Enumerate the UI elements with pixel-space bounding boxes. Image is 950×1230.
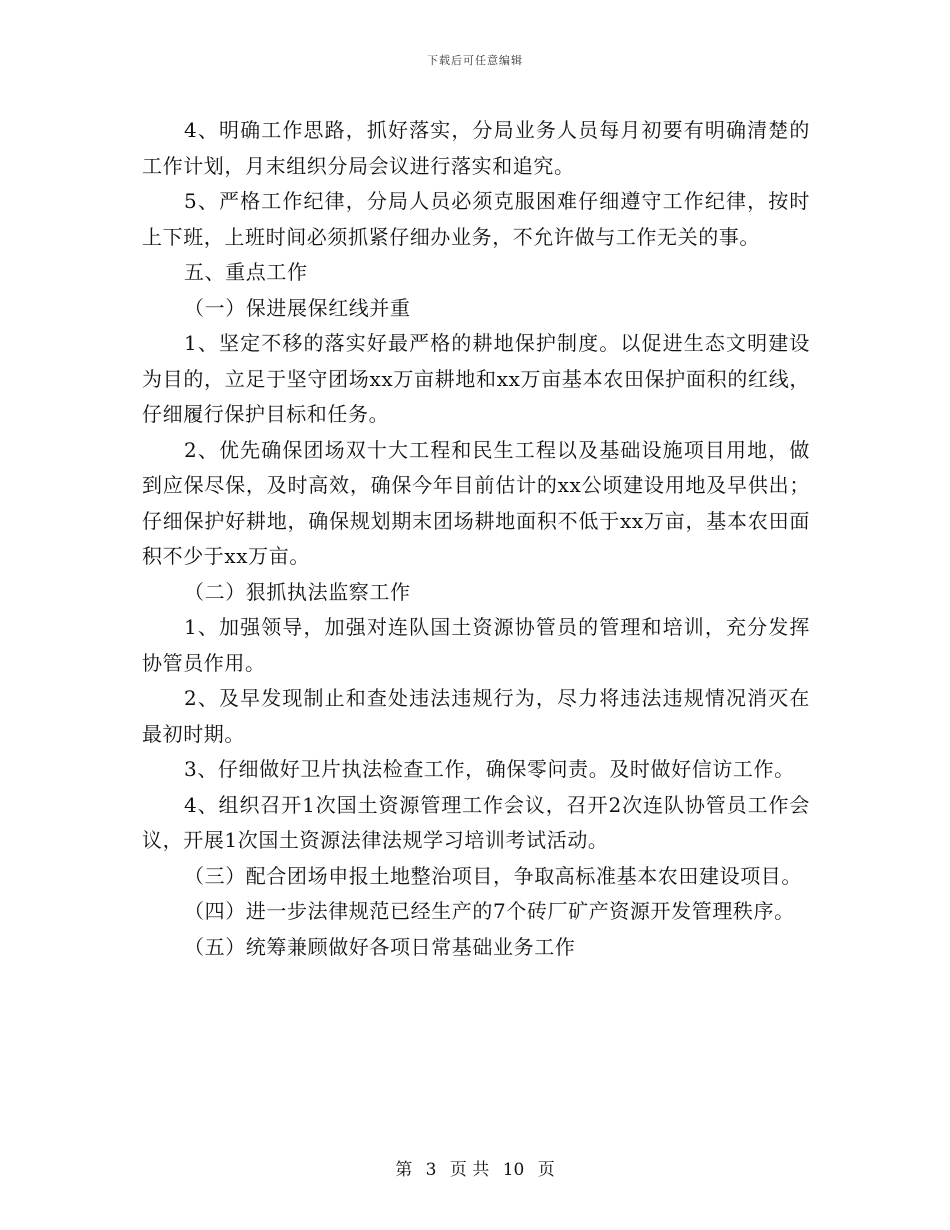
footer-suffix: 页 [537,1160,555,1180]
footer-prefix: 第 [395,1160,413,1180]
subsection-heading-law-enforcement: （二）狠抓执法监察工作 [184,579,411,604]
subsection-heading-mineral-resources: （四）进一步法律规范已经生产的7个砖厂矿产资源开发管理秩序。 [184,899,795,923]
subsection-heading-progress-redline: （一）保进展保红线并重 [184,295,411,320]
subsection-heading-land-consolidation: （三）配合团场申报土地整治项目，争取高标准基本农田建设项目。 [184,863,802,888]
paragraph-satellite-inspection: 3、仔细做好卫片执法检查工作，确保零问责。及时做好信访工作。 [184,757,795,781]
paragraph-work-approach: 4、明确工作思路，抓好落实，分局业务人员每月初要有明确清楚的工作计划，月末组织分局会议进行落实和追究。 [142,118,810,178]
page-header: 下载后可任意编辑 [427,54,523,67]
page-footer [0,1155,950,1180]
paragraph-early-detection: 2、及早发现制止和查处违法违规行为，尽力将违法违规情况消灭在最初时期。 [142,686,810,746]
footer-current-page: 3 [425,1160,437,1180]
footer-total-pages: 10 [502,1160,525,1180]
paragraph-meetings-training: 4、组织召开1次国土资源管理工作会议，召开2次连队协管员工作会议，开展1次国土资源法律法规学习培训考试活动。 [142,792,810,852]
subsection-heading-daily-work: （五）统筹兼顾做好各项日常基础业务工作 [184,934,576,959]
paragraph-land-use-priority: 2、优先确保团场双十大工程和民生工程以及基础设施项目用地，做到应保尽保，及时高效，确保今年目前估计的xx公顷建设用地及早供出；仔细保护好耕地，确保规划期末团场耕地面积不低于xx万亩，基本农田面积不少于xx万亩。 [142,437,810,568]
footer-middle: 页 共 [449,1160,490,1180]
paragraph-farmland-protection: 1、坚定不移的落实好最严格的耕地保护制度。以促进生态文明建设为目的，立足于坚守团场xx万亩耕地和xx万亩基本农田保护面积的红线，仔细履行保护目标和任务。 [142,331,810,426]
section-heading-key-work: 五、重点工作 [184,260,308,284]
paragraph-strengthen-leadership: 1、加强领导，加强对连队国土资源协管员的管理和培训，充分发挥协管员作用。 [142,615,810,675]
paragraph-work-discipline: 5、严格工作纪律，分局人员必须克服困难仔细遵守工作纪律，按时上下班，上班时间必须抓紧仔细办业务，不允许做与工作无关的事。 [142,189,810,249]
document-body [142,113,810,965]
